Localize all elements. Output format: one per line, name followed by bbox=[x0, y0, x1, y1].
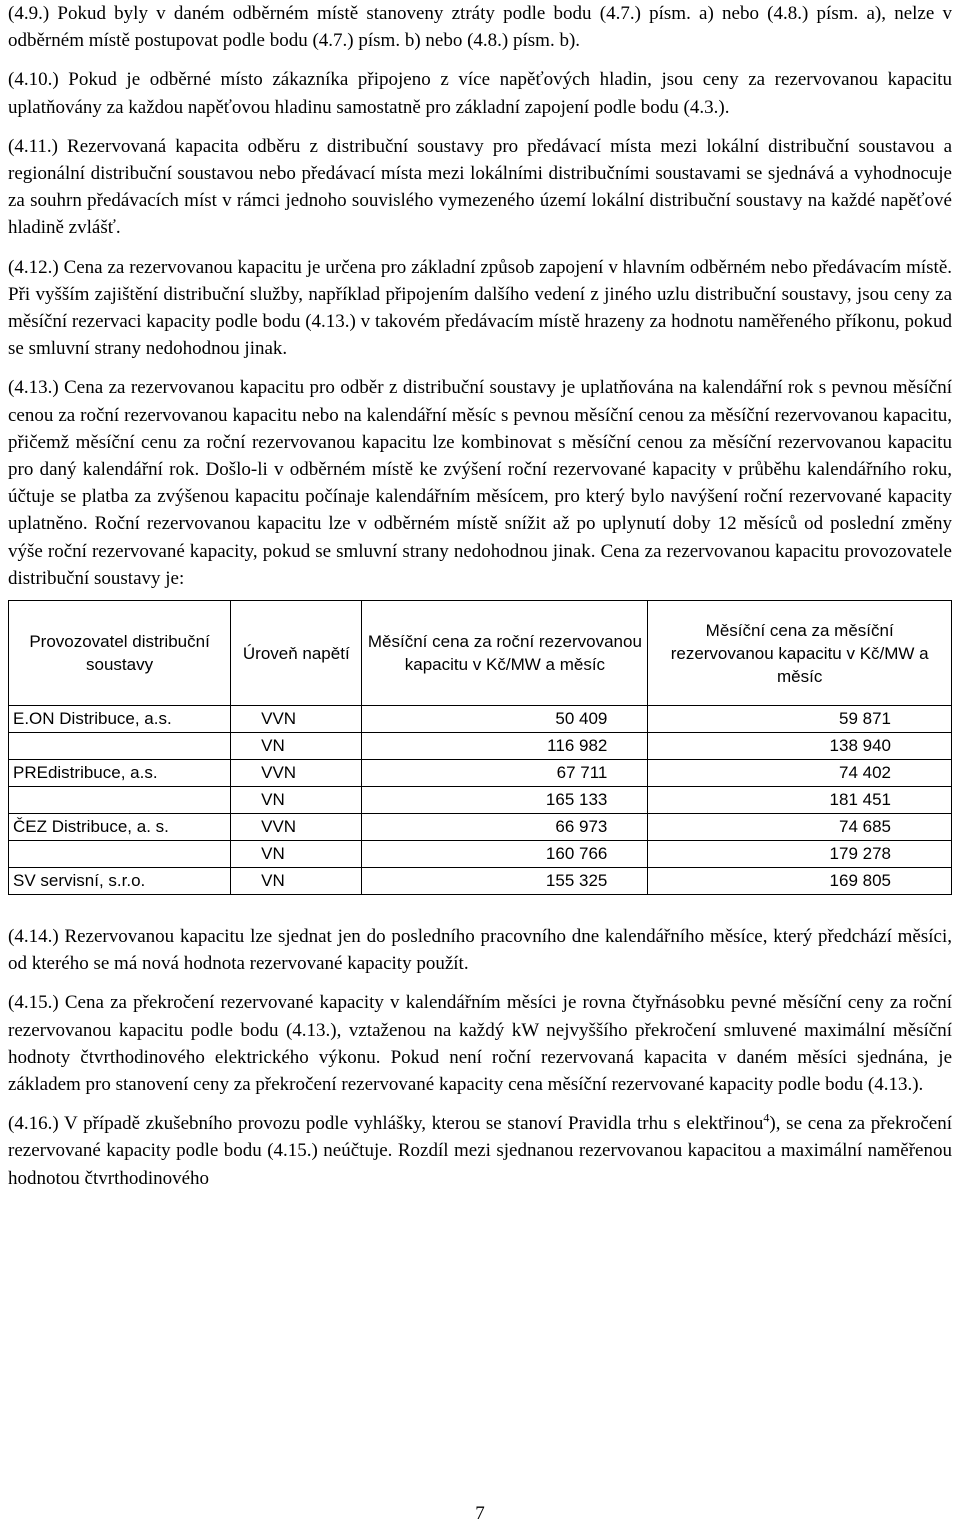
cell-monthly-price: 169 805 bbox=[648, 868, 952, 895]
table-header-row bbox=[9, 601, 952, 706]
cell-monthly-price: 59 871 bbox=[648, 706, 952, 733]
footnote-reference: 4 bbox=[763, 1110, 770, 1125]
paragraph-4-9 bbox=[8, 0, 952, 54]
cell-monthly-price: 181 451 bbox=[648, 787, 952, 814]
paragraph-4-10 bbox=[8, 66, 952, 120]
cell-voltage: VN bbox=[231, 733, 362, 760]
paragraph-text: Cena za překročení rezervované kapacity v kalendářním měsíci je rovna čtyřnásobku pevné měsíční ceny za roční rezervovanou kapacitu podle bodu (4.13.), vztaženou na každý kW nejvyššího překročení smluvené maximální měsíční hodnoty čtvrthodinového elektrického výkonu. Pokud není roční rezervovaná kapacita v daném měsíci sjednána, je základem pro stanovení ceny za překročení rezervované kapacity cena měsíční rezervované kapacity podle bodu (4.13.). bbox=[8, 992, 953, 1096]
paragraph-4-16 bbox=[8, 1110, 952, 1192]
document-page bbox=[8, 0, 952, 1192]
paragraph-number: (4.16.) bbox=[8, 1113, 59, 1135]
cell-voltage: VN bbox=[231, 787, 362, 814]
paragraph-text: Rezervovanou kapacitu lze sjednat jen do posledního pracovního dne kalendářního měsíce, který předchází měsíci, od kterého se má nová hodnota rezervované kapacity použít. bbox=[8, 926, 952, 975]
paragraph-number: (4.10.) bbox=[8, 69, 59, 91]
header-annual-price: Měsíční cena za roční rezervovanou kapacitu v Kč/MW a měsíc bbox=[362, 601, 648, 706]
paragraph-text-continued: ), se cena za překročení rezervované kapacity podle bodu (4.15.) neúčtuje. Rozdíl mezi sjednanou rezervovanou kapacitou a maximální naměřenou hodnotou čtvrthodinového bbox=[8, 1113, 952, 1189]
header-operator: Provozovatel distribuční soustavy bbox=[9, 601, 231, 706]
table-row bbox=[9, 706, 952, 733]
cell-operator: PREdistribuce, a.s. bbox=[9, 760, 231, 787]
paragraph-4-13 bbox=[8, 374, 952, 592]
cell-operator: E.ON Distribuce, a.s. bbox=[9, 706, 231, 733]
cell-operator: ČEZ Distribuce, a. s. bbox=[9, 814, 231, 841]
paragraph-4-14 bbox=[8, 923, 952, 977]
cell-monthly-price: 179 278 bbox=[648, 841, 952, 868]
paragraph-text: Pokud je odběrné místo zákazníka připojeno z více napěťových hladin, jsou ceny za rezervovanou kapacitu uplatňovány za každou napěťovou hladinu samostatně pro základní zapojení podle bodu (4.3.). bbox=[8, 69, 953, 118]
page-number: 7 bbox=[475, 1503, 485, 1524]
cell-annual-price: 67 711 bbox=[362, 760, 648, 787]
paragraph-4-15 bbox=[8, 989, 952, 1098]
table-row bbox=[9, 760, 952, 787]
cell-monthly-price: 74 402 bbox=[648, 760, 952, 787]
table-row bbox=[9, 814, 952, 841]
paragraph-number: (4.13.) bbox=[8, 377, 59, 399]
table-row bbox=[9, 787, 952, 814]
cell-voltage: VN bbox=[231, 841, 362, 868]
cell-voltage: VVN bbox=[231, 760, 362, 787]
header-monthly-price: Měsíční cena za měsíční rezervovanou kapacitu v Kč/MW a měsíc bbox=[648, 601, 952, 706]
paragraph-text: Cena za rezervovanou kapacitu je určena pro základní způsob zapojení v hlavním odběrném nebo předávacím místě. Při vyšším zajištění distribuční služby, například připojením dalšího vedení z jiného uzlu distribuční soustavy, jsou ceny za měsíční rezervaci kapacity podle bodu (4.13.) v takovém předávacím místě hrazeny za hodnotu naměřeného příkonu, pokud se smluvní strany nedohodnou jinak. bbox=[8, 256, 953, 360]
paragraph-4-12 bbox=[8, 254, 952, 363]
cell-annual-price: 116 982 bbox=[362, 733, 648, 760]
cell-annual-price: 66 973 bbox=[362, 814, 648, 841]
cell-annual-price: 50 409 bbox=[362, 706, 648, 733]
paragraph-number: (4.14.) bbox=[8, 926, 59, 948]
cell-voltage: VVN bbox=[231, 706, 362, 733]
cell-annual-price: 155 325 bbox=[362, 868, 648, 895]
paragraph-text: Cena za rezervovanou kapacitu pro odběr z distribuční soustavy je uplatňována na kalendářní rok s pevnou měsíční cenou za roční rezervovanou kapacitu nebo na kalendářní měsíc s pevnou měsíční cenou za měsíční rezervovanou kapacitu, přičemž měsíční cenu za roční rezervovanou kapacitu lze kombinovat s měsíční cenou za měsíční rezervovanou kapacitu pro daný kalendářní rok. Došlo-li v odběrném místě ke zvýšení roční rezervované kapacity v průběhu kalendářního roku, účtuje se platba za zvýšenou kapacitu počínaje kalendářním měsícem, pro který bylo navýšení roční rezervované kapacity uplatněno. Roční rezervovanou kapacitu lze v odběrném místě snížit až po uplynutí doby 12 měsíců od poslední změny výše roční rezervované kapacity, pokud se smluvní strany nedohodnou jinak. Cena za rezervovanou kapacitu provozovatele distribuční soustavy je: bbox=[8, 377, 953, 589]
cell-operator bbox=[9, 733, 231, 760]
paragraph-number: (4.15.) bbox=[8, 992, 59, 1014]
cell-voltage: VVN bbox=[231, 814, 362, 841]
paragraph-number: (4.12.) bbox=[8, 256, 59, 278]
table-row bbox=[9, 868, 952, 895]
cell-monthly-price: 138 940 bbox=[648, 733, 952, 760]
cell-monthly-price: 74 685 bbox=[648, 814, 952, 841]
cell-operator: SV servisní, s.r.o. bbox=[9, 868, 231, 895]
table-row bbox=[9, 733, 952, 760]
paragraph-text: V případě zkušebního provozu podle vyhlášky, kterou se stanoví Pravidla trhu s elektřinou bbox=[64, 1113, 764, 1135]
header-voltage: Úroveň napětí bbox=[231, 601, 362, 706]
cell-operator bbox=[9, 787, 231, 814]
paragraph-number: (4.11.) bbox=[8, 135, 58, 157]
cell-annual-price: 160 766 bbox=[362, 841, 648, 868]
paragraph-number: (4.9.) bbox=[8, 3, 50, 24]
table-row bbox=[9, 841, 952, 868]
paragraph-4-11 bbox=[8, 133, 952, 242]
cell-voltage: VN bbox=[231, 868, 362, 895]
paragraph-text: Pokud byly v daném odběrném místě stanoveny ztráty podle bodu (4.7.) písm. a) nebo (4.8.) písm. a), nelze v odběrném místě postupovat podle bodu (4.7.) písm. b) nebo (4.8.) písm. b). bbox=[8, 3, 953, 52]
cell-operator bbox=[9, 841, 231, 868]
cell-annual-price: 165 133 bbox=[362, 787, 648, 814]
paragraph-text: Rezervovaná kapacita odběru z distribuční soustavy pro předávací místa mezi lokální distribuční soustavou a regionální distribuční soustavou nebo předávací místa mezi lokálními distribučními soustavami se sjednává a vyhodnocuje za souhrn předávacích míst v rámci jednoho souvislého vymezeného území lokální distribuční soustavy na každé napěťové hladině zvlášť. bbox=[8, 135, 953, 239]
capacity-price-table bbox=[8, 600, 952, 895]
